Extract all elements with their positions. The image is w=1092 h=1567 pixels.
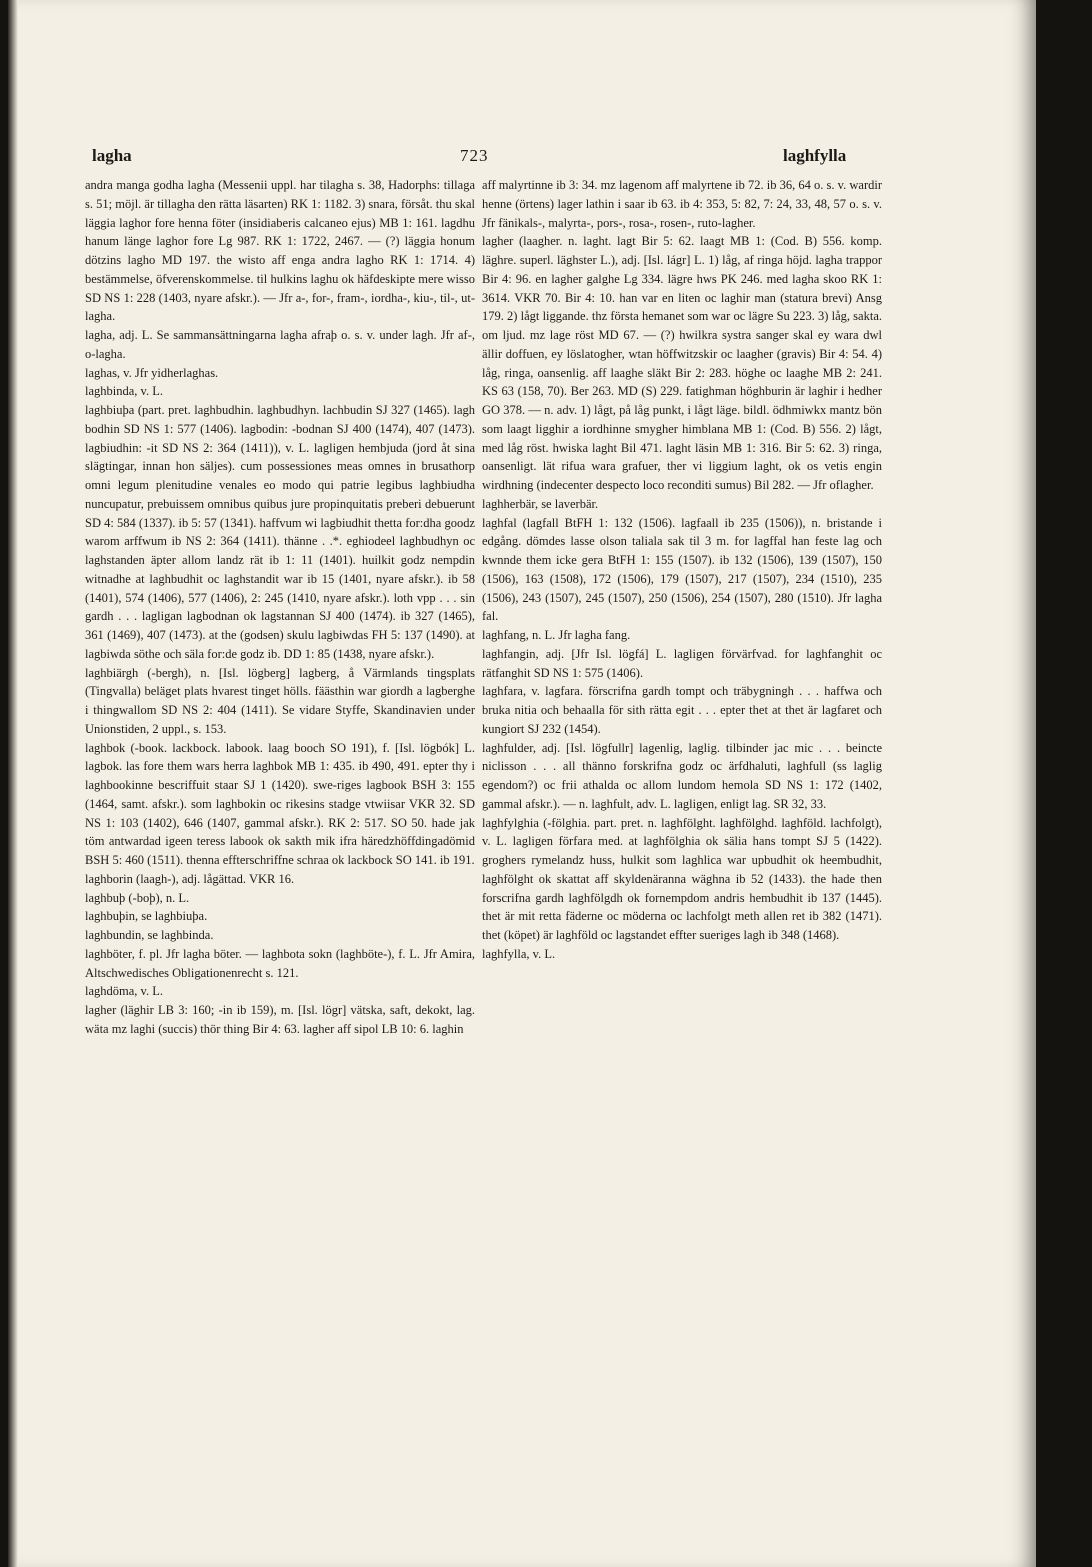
entry: lagher (laagher. n. laght. lagt Bir 5: 62. laagt MB 1: (Cod. B) 556. komp. läghre. superl. läghster L.), adj. [Isl. lágr] L. 1) låg, af ringa höjd. lagha trappor Bir 4: 96. en lagher galghe Lg 334. lägre hws PK 246. med lagha skoo RK 1: 3614. VKR 70. Bir 4: 10. han var en liten oc laghir man (statura brevi) Ansg 179. 2) lågt liggande. thz första hemanet som war oc lägre Su 223. 3) låg, sakta. om ljud. mz lage röst MD 67. — (?) hwilkra systra sanger skal ey wara dwl ällir doffuen, ey löslatogher, wtan höffwitzskir oc laagher (gravis) Bir 4: 54. 4) låg, ringa, oansenlig. aff laaghe släkt Bir 2: 283. höghe oc laaghe MB 2: 241. KS 63 (158, 70). Ber 263. MD (S) 229. fatighman höghburin är laghir i hedher GO 378. — n. adv. 1) lågt, på låg punkt, i lågt läge. bildl. ödhmiwkx mantz bön som laagt ligghir a iordhinne smygher himblana MB 1: (Cod. B) 556. 2) lågt, med låg röst. hwiska laght Bil 471. laght läsin MB 1: 316. Bir 5: 62. 3) ringa, oansenligt. lät rifua wara grafuer, ther vi liggium laght, ok os vetis engin wirdhning (indecenter despecto loco reconditi sumus) Bil 282. — Jfr oflagher.: [482, 234, 882, 492]
entry: laghbiärgh (-bergh), n. [Isl. lögberg] lagberg, å Värmlands tingsplats (Tingvalla) beläget plats hvarest tinget hölls. fäästhin war giordh a lagberghe i thingwallom SD NS 2: 404 (1411). Se vidare Styffe, Skandinavien under Unionstiden, 2 uppl., s. 153.: [85, 665, 475, 736]
entry: laghherbär, se laverbär.: [482, 496, 599, 511]
entry: laghbinda, v. L.: [85, 384, 163, 399]
entry: laghas, v. Jfr yidherlaghas.: [85, 365, 219, 380]
right-column: [482, 176, 882, 964]
left-column: [85, 176, 475, 1039]
entry: laghbuþ (-boþ), n. L.: [85, 890, 190, 905]
dictionary-page: [8, 0, 1036, 1567]
entry: laghborin (laagh-), adj. lågättad. VKR 16.: [85, 871, 295, 886]
entry: laghfal (lagfall BtFH 1: 132 (1506). lagfaall ib 235 (1506)), n. bristande i edgång. dömdes lasse olson taliala sak til 3 m. for lagffal han feste lag och kwnnde them icke gera BtFH 1: 155 (1507). ib 132 (1506), 139 (1507), 150 (1506), 163 (1508), 172 (1506), 179 (1507), 217 (1507), 234 (1510), 235 (1506), 243 (1507), 245 (1507), 250 (1506), 254 (1507), 280 (1510). Jfr lagha fal.: [482, 515, 882, 624]
entry: laghbiuþa (part. pret. laghbudhin. laghbudhyn. lachbudin SJ 327 (1465). lagh bodhin SD NS 1: 577 (1406). lagbodin: -bodnan SJ 400 (1474), 407 (1473). lagbiudhin: -it SD NS 2: 364 (1411)), v. L. lagligen hembjuda (jord åt sina slägtingar, innan hon säljes). cum possessiones meas omnes in brusathorp omni legum plenitudine venales eo modo qui patrie legibus laghbiudha nuncupatur, prebuissem omnibus quibus jure propinquitatis preberi debuerunt SD 4: 584 (1337). ib 5: 57 (1341). haffvum wi lagbiudhit thetta for:dha goodz warom arffwum ib NS 2: 364 (1411). thänne . .*. eghiodeel laghbudhyn oc laghstanden äpter allom landz rät ib 1: 11 (1401). huilkit godz nempdin witnadhe at laghbudhit oc laghstandit war ib 15 (1401, nyare afskr.). ib 58 (1401), 574 (1406), 577 (1406), 2: 245 (1410, nyare afskr.). loth vpp . . . sin gardh . . . lagligan lagbodnan ok lagstannan SJ 400 (1474). ib 327 (1465), 361 (1469), 407 (1473). at the (godsen) skulu lagbiwdas FH 5: 137 (1490). at lagbiwda söthe och säla for:de godz ib. DD 1: 85 (1438, nyare afskr.).: [85, 403, 475, 661]
entry: laghbok (-book. lackbock. labook. laag booch SO 191), f. [Isl. lögbók] L. lagbok. las fore them wars herra laghbok MB 1: 435. ib 490, 491. epter thy i laghbookinne bescriffuit staar SJ 1 (1420). swe-riges lagbook BSH 3: 155 (1464, samt. afskr.). som laghbokin oc rikesins stadge vtwiisar VKR 32. SD NS 1: 103 (1402), 646 (1407, gammal afskr.). RK 2: 517. SO 50. hade jak töm antwardad igeen teress labook ok sakth mik ifra häredzhöffdingadömid BSH 5: 460 (1511). thenna effterschriffne schraa ok lackbock SO 141. ib 191.: [85, 740, 475, 867]
entry: laghbuþin, se laghbiuþa.: [85, 909, 208, 924]
page-number: 723: [460, 146, 489, 165]
entry: aff malyrtinne ib 3: 34. mz lagenom aff malyrtene ib 72. ib 36, 64 o. s. v. wardir henne (örtens) lager lathin i saar ib 63. ib 4: 353, 5: 82, 7: 24, 33, 48, 57 o. s. v. Jfr fänikals-, malyrta-, pors-, rosa-, rosen-, ruto-lagher.: [482, 178, 882, 230]
entry: laghböter, f. pl. Jfr lagha böter. — laghbota sokn (laghböte-), f. L. Jfr Amira, Altschwedisches Obligationenrecht s. 121.: [85, 946, 475, 980]
header-right-word: laghfylla: [783, 146, 847, 165]
entry: lagher (läghir LB 3: 160; -in ib 159), m. [Isl. lögr] vätska, saft, dekokt, lag. wäta mz laghi (succis) thör thing Bir 4: 63. lagher aff sipol LB 10: 6. laghin: [85, 1003, 475, 1036]
entry: lagha, adj. L. Se sammansättningarna lagha afraþ o. s. v. under lagh. Jfr af-, o-lagha.: [85, 328, 475, 361]
entry: laghfangin, adj. [Jfr Isl. lögfá] L. lagligen förvärfvad. for laghfanghit oc rätfanghit SD NS 1: 575 (1406).: [482, 646, 882, 680]
header-left-word: lagha: [92, 146, 132, 165]
entry: laghdöma, v. L.: [85, 984, 163, 999]
entry: laghfulder, adj. [Isl. lögfullr] lagenlig, laglig. tilbinder jac mic . . . beincte niclisson . . . all thänno forskrifna godz oc ärfdhaluti, laghfull (ss laglig egendom?) oc frii athalda oc allom lundom hemola SD NS 1: 172 (1402, gammal afskr.). — n. laghfult, adv. L. lagligen, enligt lag. SR 32, 33.: [482, 740, 882, 811]
entry: laghfara, v. lagfara. förscrifna gardh tompt och träbygningh . . . haffwa och bruka nitia och behaalla för sith rätta egit . . . epter thet at thet är lagfaret och kungiort SJ 232 (1454).: [482, 684, 882, 736]
entry: laghfylghia (-fölghia. part. pret. n. laghfölght. laghfölghd. laghföld. lachfolgt), v. L. lagligen förfara med. at laghfölghia ok sälia hans tompt SJ 5 (1422). groghers rymelandz huss, hulkit som laghlica war upbudhit ok heembudhit, laghfölght ok skattat aff skyldenäranna wäghna ib 52 (1433). the hade then forscrifna gardh laghfölgdh ok fornempdom andris hembudhit ib 137 (1445). thet är mit retta fäderne oc möderna oc lachfolgt meth allen ret ib 382 (1471). thet (köpet) är laghföld oc lagstandet effter sueriges lagh ib 348 (1468).: [482, 815, 882, 942]
entry: laghfylla, v. L.: [482, 946, 556, 961]
entry: andra manga godha lagha (Messenii uppl. har tilagha s. 38, Hadorphs: tillaga s. 51; möjl. är tillagha den rätta läsarten) RK 1: 1182. 3) snara, försåt. thu skal läggia laghor fore henna föter (insidiaberis calcaneo ejus) MB 1: 161. lagdhu hanum länge laghor fore Lg 987. RK 1: 1722, 2467. — (?) läggia honum dötzins lagho MD 197. the wisto aff enga andra lagho RK 1: 1714. 4) bestämmelse, öfverenskommelse. til hulkins laghu ok häfdeskipte mere wisso SD NS 1: 228 (1403, nyare afskr.). — Jfr a-, for-, fram-, iordha-, kiu-, til-, ut-lagha.: [85, 178, 475, 324]
entry: laghbundin, se laghbinda.: [85, 928, 214, 942]
entry: laghfang, n. L. Jfr lagha fang.: [482, 628, 631, 642]
